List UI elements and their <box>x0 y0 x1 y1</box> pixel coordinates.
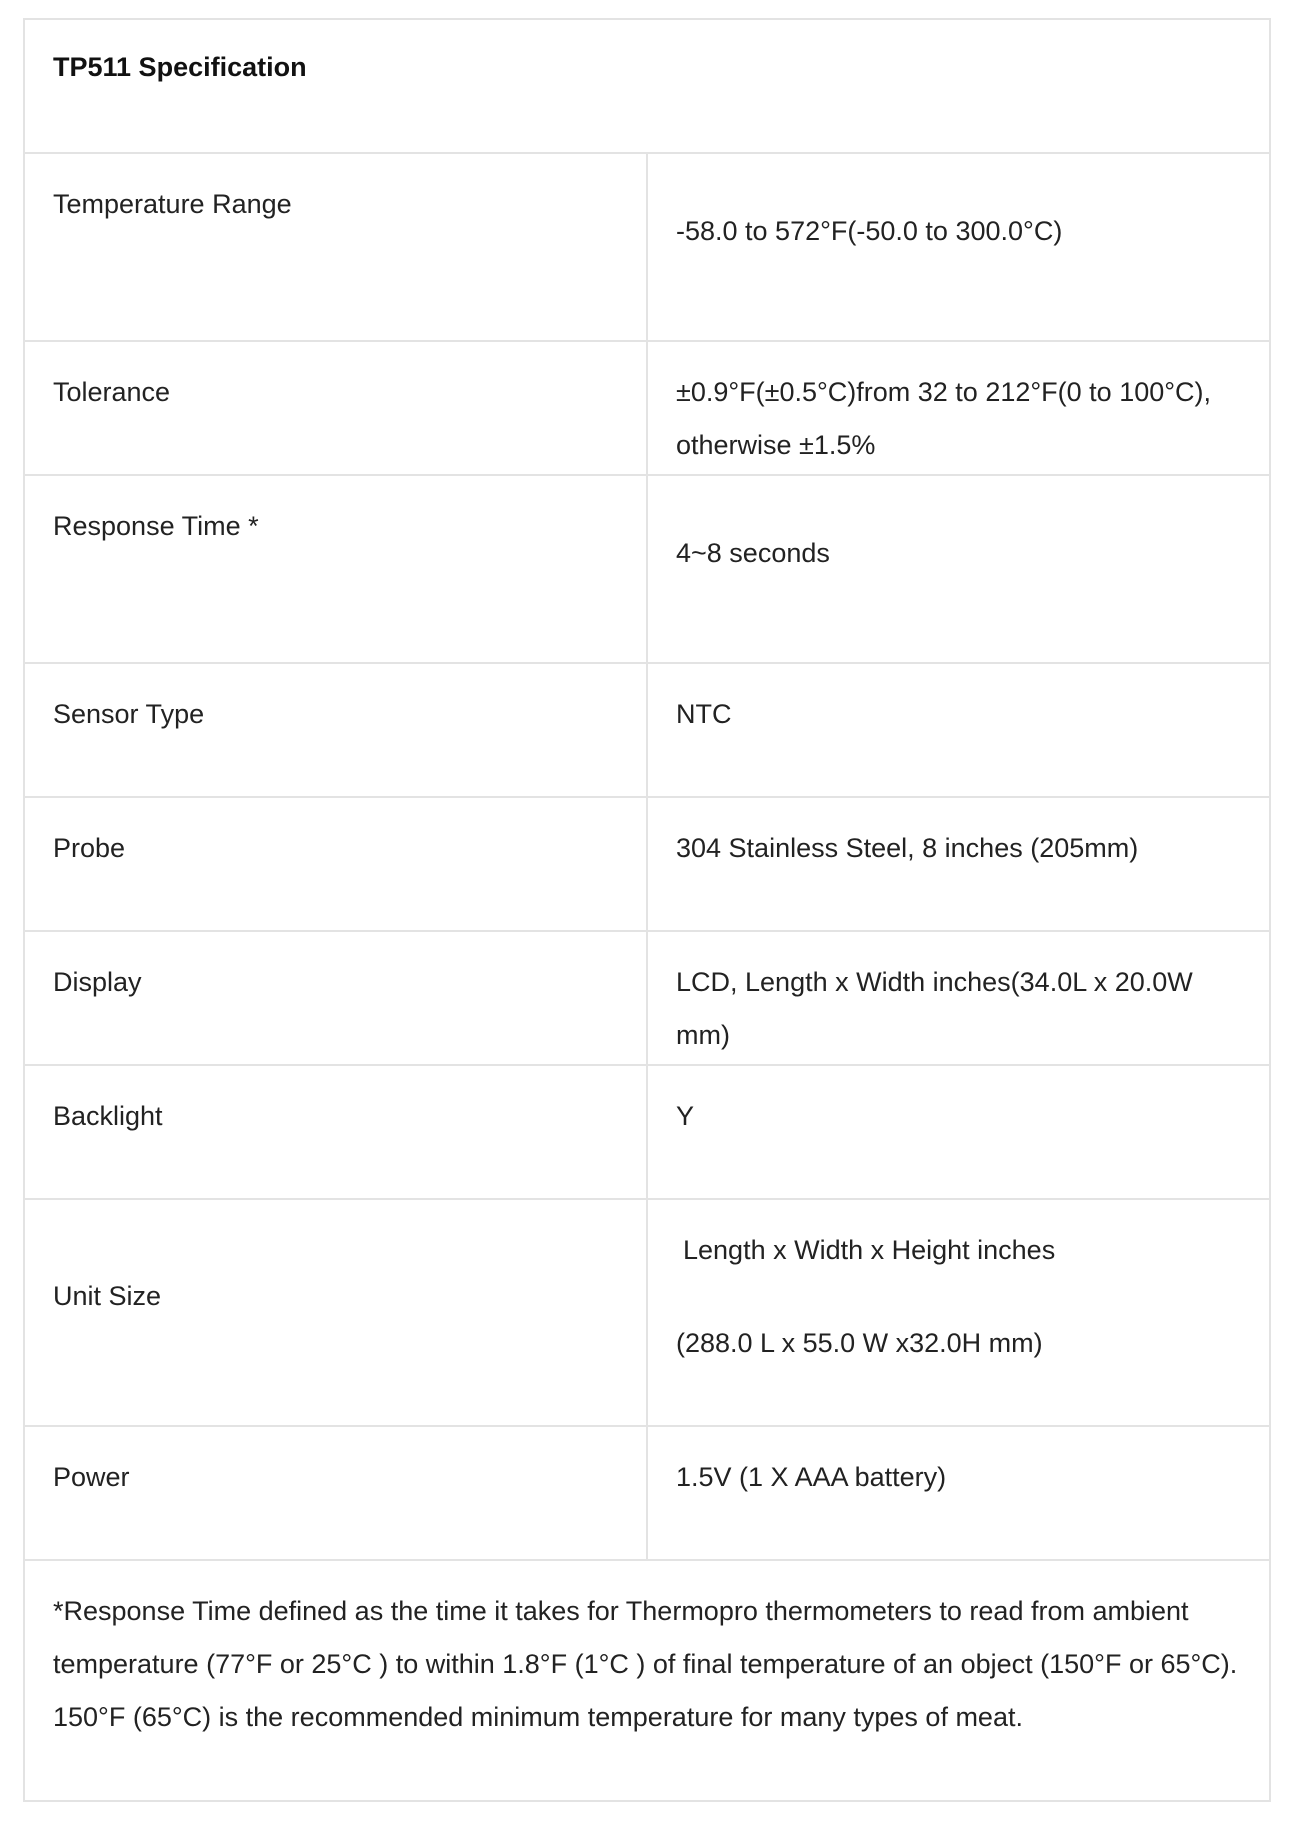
table-title: TP511 Specification <box>24 19 1270 153</box>
row-label-probe: Probe <box>24 797 647 931</box>
unit-size-gap <box>676 1277 1241 1317</box>
row-label-temperature-range: Temperature Range <box>24 153 647 341</box>
row-value-response-time: 4~8 seconds <box>647 475 1270 663</box>
row-label-backlight: Backlight <box>24 1065 647 1199</box>
row-value-backlight: Y <box>647 1065 1270 1199</box>
table-row <box>24 1065 1270 1199</box>
row-label-display: Display <box>24 931 647 1065</box>
response-time-footnote: *Response Time defined as the time it takes for Thermopro thermometers to read from ambient temperature (77°F or 25°C ) to within 1.8°F (1°C ) of final temperature of an object (150°F or 65°C). 150°F (65°C) is the recommended minimum temperature for many types of meat. <box>24 1560 1270 1801</box>
row-value-sensor-type: NTC <box>647 663 1270 797</box>
row-value-unit-size <box>647 1199 1270 1426</box>
unit-size-line-1: Length x Width x Height inches <box>683 1235 1056 1265</box>
table-row <box>24 1426 1270 1560</box>
row-value-display: LCD, Length x Width inches(34.0L x 20.0W mm) <box>647 931 1270 1065</box>
row-value-probe: 304 Stainless Steel, 8 inches (205mm) <box>647 797 1270 931</box>
row-value-power: 1.5V (1 X AAA battery) <box>647 1426 1270 1560</box>
title-row <box>24 19 1270 153</box>
table-row <box>24 931 1270 1065</box>
table-row <box>24 475 1270 663</box>
specification-table <box>23 18 1271 1802</box>
row-label-sensor-type: Sensor Type <box>24 663 647 797</box>
row-label-power: Power <box>24 1426 647 1560</box>
row-value-tolerance: ±0.9°F(±0.5°C)from 32 to 212°F(0 to 100°C), otherwise ±1.5% <box>647 341 1270 475</box>
table-row <box>24 1199 1270 1426</box>
row-label-unit-size: Unit Size <box>24 1199 647 1426</box>
row-label-tolerance: Tolerance <box>24 341 647 475</box>
unit-size-line-2: (288.0 L x 55.0 W x32.0H mm) <box>676 1328 1043 1358</box>
row-label-response-time: Response Time * <box>24 475 647 663</box>
table-row <box>24 797 1270 931</box>
row-value-temperature-range: -58.0 to 572°F(-50.0 to 300.0°C) <box>647 153 1270 341</box>
table-row <box>24 663 1270 797</box>
table-row <box>24 153 1270 341</box>
footnote-row <box>24 1560 1270 1801</box>
table-row <box>24 341 1270 475</box>
